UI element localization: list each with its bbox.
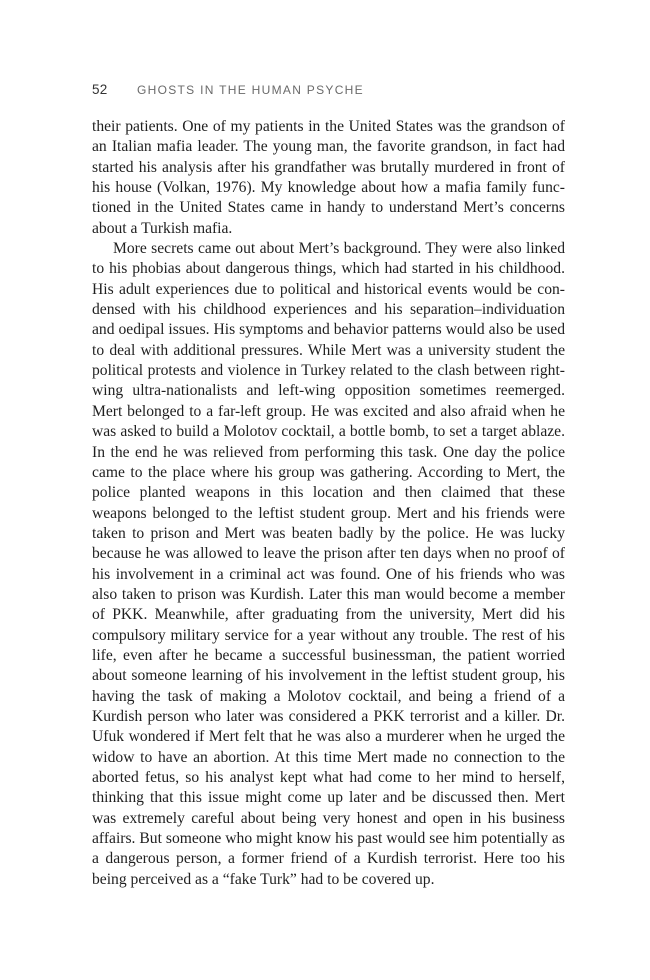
running-title: GHOSTS IN THE HUMAN PSYCHE	[137, 83, 364, 97]
paragraph: More secrets came out about Mert’s background. They were also linked to his phobias about dangerous things, which had started in his childhood. His adult experiences due to political and historical events would be condensed with his childhood experiences and his separation–individuation and oedipal issues. His symptoms and behavior patterns would also be used to deal with additional pressures. While Mert was a university student the political protests and violence in Turkey related to the clash between right-wing ultra-nationalists and left-wing opposition sometimes reemerged. Mert belonged to a far-left group. He was excited and also afraid when he was asked to build a Molotov cocktail, a bottle bomb, to set a target ablaze. In the end he was relieved from performing this task. One day the police came to the place where his group was gathering. According to Mert, the police planted weapons in this location and then claimed that these weapons belonged to the leftist student group. Mert and his friends were taken to prison and Mert was beaten badly by the police. He was lucky because he was allowed to leave the prison after ten days when no proof of his involvement in a criminal act was found. One of his friends who was also taken to prison was Kurdish. Later this man would become a member of PKK. Meanwhile, after graduating from the university, Mert did his compulsory military service for a year without any trouble. The rest of his life, even after he became a successful businessman, the patient worried about someone learning of his involvement in the leftist student group, his having the task of making a Molotov cocktail, and being a friend of a Kurdish person who later was considered a PKK terrorist and a killer. Dr. Ufuk wondered if Mert felt that he was also a murderer when he urged the widow to have an abortion. At this time Mert made no connection to the aborted fetus, so his analyst kept what had come to her mind to herself, thinking that this issue might come up later and be discussed then. Mert was extremely careful about being very honest and open in his business affairs. But someone who might know his past would see him potentially as a dangerous person, a former friend of a Kurdish terrorist. Here too his being perceived as a “fake Turk” had to be covered up.	[92, 240, 565, 888]
running-head	[92, 82, 572, 100]
page-number: 52	[92, 82, 108, 97]
body-text	[92, 117, 565, 890]
paragraph-continued: their patients. One of my patients in the United States was the grandson of an Italian mafia leader. The young man, the favorite grandson, in fact had started his analysis after his grandfather was brutally murdered in front of his house (Volkan, 1976). My knowledge about how a mafia family functioned in the United States came in handy to understand Mert’s concerns about a Turkish mafia.	[92, 118, 565, 237]
